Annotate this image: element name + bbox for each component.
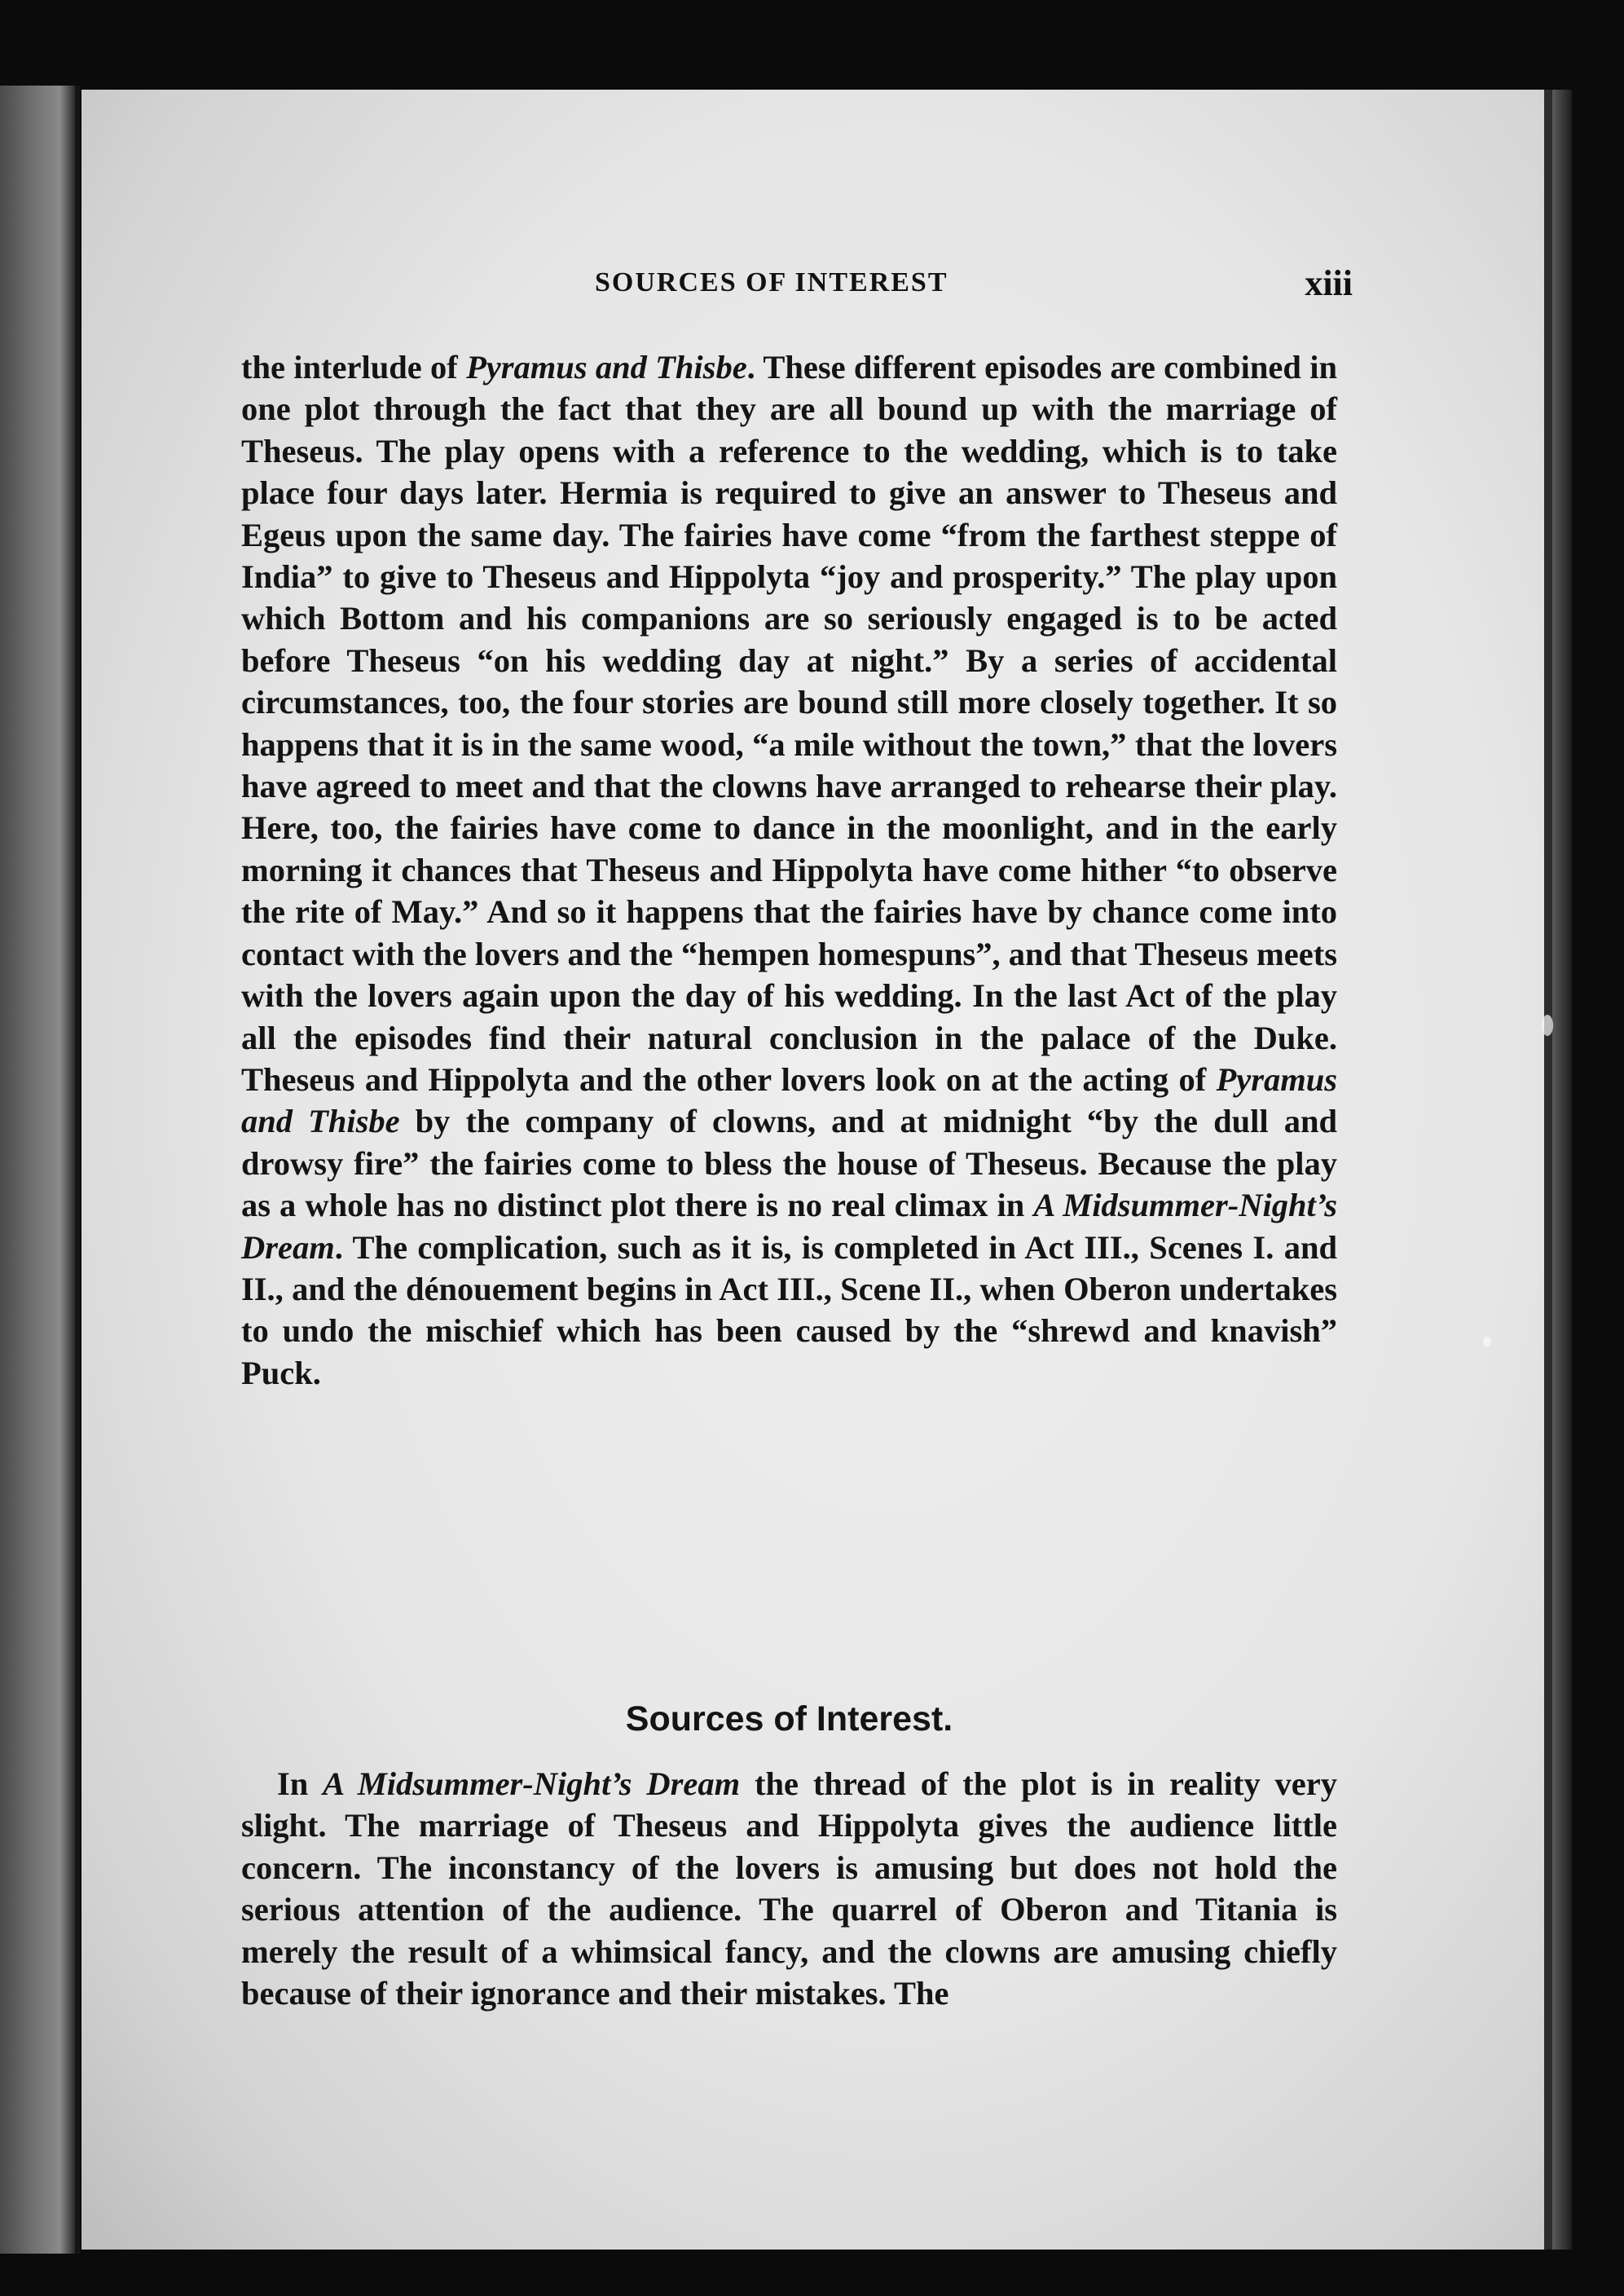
paper-speck [1483,1337,1491,1346]
text-run: by the company of clowns, and at midnight “by the dull and drowsy fire” the fairies come to bless the house of Theseus. Because the play as a whole has no distinct plot there is no real climax in [241,1103,1337,1224]
paper-speck [1542,1015,1553,1036]
section-paragraph [241,1763,1337,2014]
paragraph-text [241,1763,1337,2014]
text-run: In [277,1765,323,1802]
text-run: . The complication, such as it is, is completed in Act III., Scenes I. and II., and the dénouement begins in Act III., Scene II., when Oberon undertakes to undo the mischief which has been caused by the “shrewd and knavish” Puck. [241,1228,1337,1391]
title-italic: Pyramus and Thisbe [466,349,747,386]
left-page-edge [0,86,80,2254]
text-run: the interlude of [241,349,467,386]
section-heading: Sources of Interest. [625,1699,953,1739]
text-run: . These different episodes are combined in one plot through the fact that they are all bound up with the marriage of Theseus. The play opens with a reference to the wedding, which is to take place four days later. Hermia is required to give an answer to Theseus and Egeus upon the same day. The fairies have come “from the farthest steppe of India” to give to Theseus and Hippolyta “joy and prosperity.” The play upon which Bottom and his companions are so seriously engaged is to be acted before Theseus “on his wedding day at night.” By a series of accidental circumstances, too, the four stories are bound still more closely together. It so happens that it is in the same wood, “a mile without the town,” that the lovers have agreed to meet and that the clowns have arranged to rehearse their play. Here, too, the fairies have come to dance in the moonlight, and in the early morning it chances that Theseus and Hippolyta have come hither “to observe the rite of May.” And so it happens that the fairies have by chance come into contact with the lovers and the “hempen homespuns”, and that Theseus meets with the lovers again upon the day of his wedding. In the last Act of the play all the episodes find their natural conclusion in the palace of the Duke. Theseus and Hippolyta and the other lovers look on at the acting of [241,349,1337,1098]
title-italic: A Midsummer-Night’s Dream [241,1187,1337,1266]
page-right-edge [1552,90,1572,2250]
paragraph-text [241,346,1337,1394]
title-italic: A Midsummer-Night’s Dream [323,1765,741,1802]
running-head: SOURCES OF INTEREST [595,267,948,297]
text-run: the thread of the plot is in reality very slight. The marriage of Theseus and Hippolyta gives the audience little concern. The inconstancy of the lovers is amusing but does not hold the serious attention of the audience. The quarrel of Oberon and Titania is merely the result of a whimsical fancy, and the clowns are amusing chiefly because of their ignorance and their mistakes. The [241,1765,1337,2012]
page-number: xiii [1305,263,1353,303]
page-header [163,263,1353,316]
body-paragraph [241,346,1337,1394]
title-italic: Pyramus and Thisbe [241,1060,1337,1140]
